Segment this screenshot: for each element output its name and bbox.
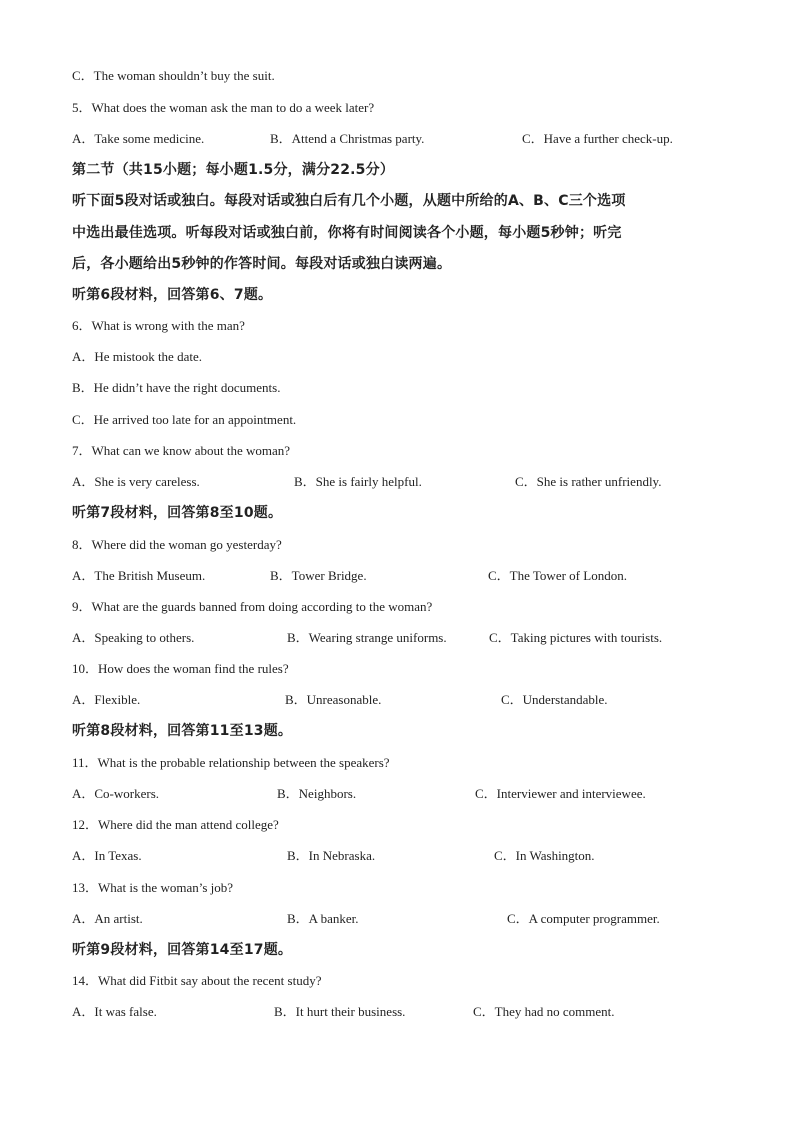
question-11: 11．What is the probable relationship between the speakers? bbox=[72, 755, 390, 770]
option-a: A．Co-workers. bbox=[72, 786, 160, 801]
option-c: C．They had no comment. bbox=[473, 1004, 615, 1019]
instructions-line-3: 后，各小题给出5秒钟的作答时间。每段对话或独白读两遍。 bbox=[72, 256, 452, 272]
option-a: A．The British Museum. bbox=[72, 568, 206, 583]
option-b: B．Tower Bridge. bbox=[270, 568, 367, 583]
option-a: A．In Texas. bbox=[72, 848, 142, 863]
question-9: 9．What are the guards banned from doing according to the woman? bbox=[72, 599, 433, 614]
option-b: B．She is fairly helpful. bbox=[294, 474, 422, 489]
material-9-heading: 听第9段材料，回答第14至17题。 bbox=[72, 942, 293, 958]
question-8: 8．Where did the woman go yesterday? bbox=[72, 537, 282, 552]
option-text: C．He arrived too late for an appointment. bbox=[72, 412, 297, 427]
instructions-line-2: 中选出最佳选项。听每段对话或独白前，你将有时间阅读各个小题，每小题5秒钟；听完 bbox=[72, 225, 622, 241]
option-a: A．She is very careless. bbox=[72, 474, 200, 489]
section-heading: 第二节（共15小题；每小题1.5分，满分22.5分） bbox=[72, 162, 395, 178]
option-c: C．Taking pictures with tourists. bbox=[489, 630, 663, 645]
option-b: B．Wearing strange uniforms. bbox=[287, 630, 447, 645]
instructions-line-1: 听下面5段对话或独白。每段对话或独白后有几个小题，从题中所给的A、B、C三个选项 bbox=[72, 193, 626, 209]
option-c: C．A computer programmer. bbox=[507, 911, 660, 926]
option-b: B．Attend a Christmas party. bbox=[270, 131, 425, 146]
option-b: B．Unreasonable. bbox=[285, 692, 382, 707]
option-c: C．Have a further check-up. bbox=[522, 131, 673, 146]
option-a: A．Take some medicine. bbox=[72, 131, 205, 146]
option-a: A．Speaking to others. bbox=[72, 630, 195, 645]
question-6: 6．What is wrong with the man? bbox=[72, 318, 245, 333]
option-text: B．He didn’t have the right documents. bbox=[72, 380, 281, 395]
material-8-heading: 听第8段材料，回答第11至13题。 bbox=[72, 723, 293, 739]
option-a: A．Flexible. bbox=[72, 692, 141, 707]
option-b: B．A banker. bbox=[287, 911, 359, 926]
option-c: C．Interviewer and interviewee. bbox=[475, 786, 646, 801]
option-c: C．In Washington. bbox=[494, 848, 595, 863]
question-7: 7．What can we know about the woman? bbox=[72, 443, 291, 458]
question-14: 14．What did Fitbit say about the recent study? bbox=[72, 973, 322, 988]
option-a: A．It was false. bbox=[72, 1004, 157, 1019]
option-c: C．She is rather unfriendly. bbox=[515, 474, 662, 489]
question-10: 10．How does the woman find the rules? bbox=[72, 661, 289, 676]
question-5: 5．What does the woman ask the man to do a week later? bbox=[72, 100, 375, 115]
option-text: C．The woman shouldn’t buy the suit. bbox=[72, 68, 275, 83]
option-b: B．It hurt their business. bbox=[274, 1004, 406, 1019]
option-c: C．The Tower of London. bbox=[488, 568, 627, 583]
option-b: B．Neighbors. bbox=[277, 786, 357, 801]
option-c: C．Understandable. bbox=[501, 692, 608, 707]
question-13: 13．What is the woman’s job? bbox=[72, 880, 234, 895]
question-12: 12．Where did the man attend college? bbox=[72, 817, 279, 832]
option-b: B．In Nebraska. bbox=[287, 848, 376, 863]
material-7-heading: 听第7段材料，回答第8至10题。 bbox=[72, 505, 283, 521]
option-text: A．He mistook the date. bbox=[72, 349, 202, 364]
material-6-heading: 听第6段材料，回答第6、7题。 bbox=[72, 287, 273, 303]
option-a: A．An artist. bbox=[72, 911, 143, 926]
